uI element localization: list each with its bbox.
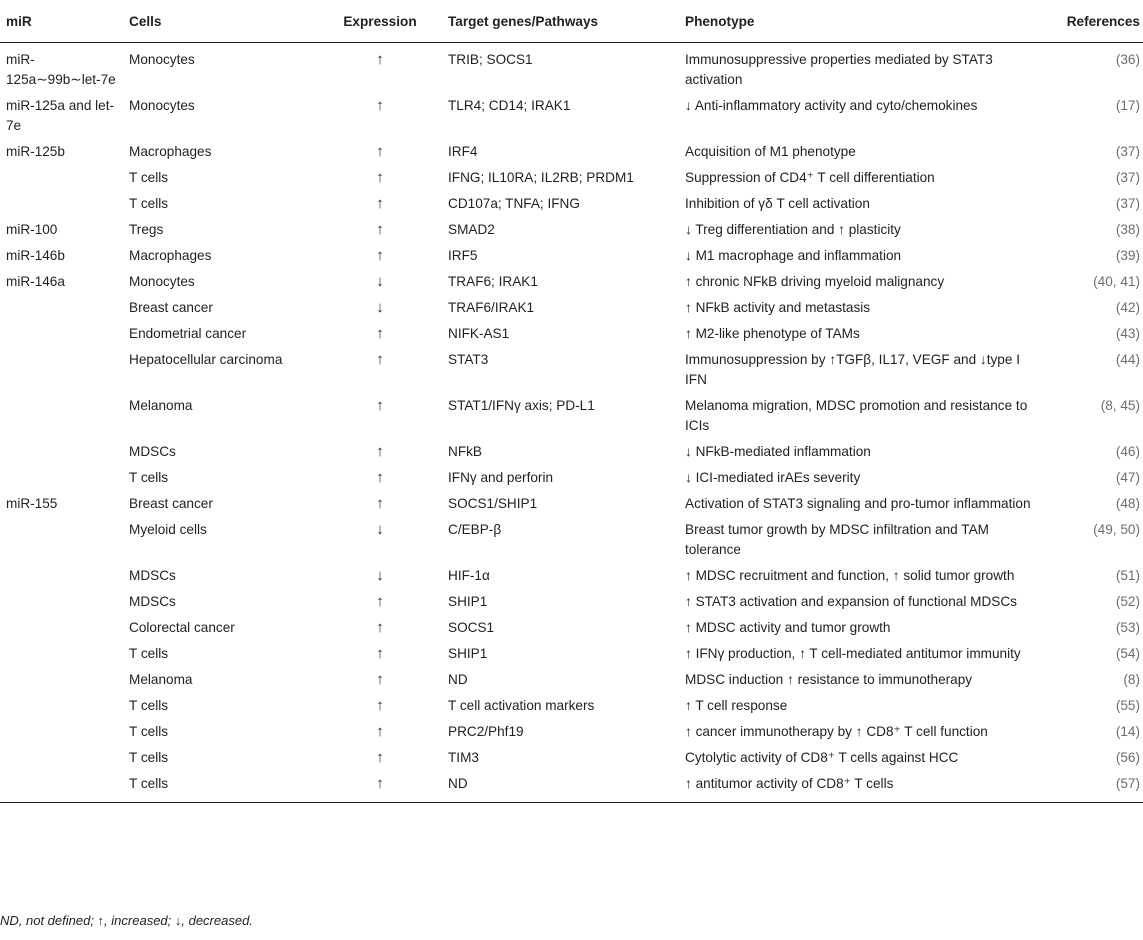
cell-target: SOCS1 — [448, 620, 495, 635]
cell-expression: ↑ — [376, 443, 384, 460]
cell-mir — [0, 295, 123, 321]
cell-cells: Melanoma — [129, 672, 193, 687]
cell-phenotype: ↑ STAT3 activation and expansion of functional MDSCs — [685, 594, 1017, 609]
header-mir: miR — [0, 4, 123, 43]
table-row — [0, 347, 1143, 393]
cell-phenotype: Immunosuppression by ↑TGFβ, IL17, VEGF and ↓type I IFN — [685, 352, 1020, 387]
cell-cells: MDSCs — [129, 444, 176, 459]
cell-mir — [0, 641, 123, 667]
cell-reference: (54) — [1115, 646, 1140, 661]
cell-target: C/EBP-β — [448, 522, 502, 537]
header-target: Target genes/Pathways — [442, 4, 679, 43]
cell-cells: T cells — [129, 170, 169, 185]
header-row — [0, 4, 1143, 43]
cell-mir: miR-125a and let-7e — [6, 98, 115, 133]
cell-phenotype: ↑ NFkB activity and metastasis — [685, 300, 871, 315]
cell-target: SHIP1 — [448, 646, 488, 661]
cell-target: TIM3 — [448, 750, 479, 765]
cell-phenotype: ↑ MDSC activity and tumor growth — [685, 620, 891, 635]
table-row — [0, 589, 1143, 615]
header-phenotype: Phenotype — [679, 4, 1049, 43]
cell-target: HIF-1α — [448, 568, 490, 583]
cell-cells: Macrophages — [129, 144, 212, 159]
cell-reference: (14) — [1115, 724, 1140, 739]
cell-mir: miR-125b — [6, 144, 65, 159]
cell-phenotype: Activation of STAT3 signaling and pro-tumor inflammation — [685, 496, 1031, 511]
header-expression: Expression — [318, 4, 442, 43]
cell-expression: ↑ — [376, 469, 384, 486]
cell-cells: Colorectal cancer — [129, 620, 235, 635]
cell-cells: T cells — [129, 724, 169, 739]
table-row — [0, 139, 1143, 165]
cell-cells: Endometrial cancer — [129, 326, 247, 341]
cell-mir — [0, 693, 123, 719]
cell-phenotype: ↑ T cell response — [685, 698, 788, 713]
cell-mir — [0, 771, 123, 803]
table-row — [0, 321, 1143, 347]
cell-cells: Macrophages — [129, 248, 212, 263]
cell-target: T cell activation markers — [448, 698, 595, 713]
cell-expression: ↑ — [376, 195, 384, 212]
cell-phenotype: Inhibition of γδ T cell activation — [685, 196, 870, 211]
table-row — [0, 43, 1143, 94]
table-row — [0, 563, 1143, 589]
table-row — [0, 745, 1143, 771]
cell-mir — [0, 465, 123, 491]
cell-reference: (37) — [1115, 196, 1140, 211]
cell-mir: miR-100 — [6, 222, 58, 237]
cell-mir — [0, 347, 123, 393]
table-row — [0, 641, 1143, 667]
cell-phenotype: MDSC induction ↑ resistance to immunotherapy — [685, 672, 973, 687]
cell-phenotype: ↓ ICI-mediated irAEs severity — [685, 470, 861, 485]
cell-phenotype: Acquisition of M1 phenotype — [685, 144, 856, 159]
cell-expression: ↑ — [376, 495, 384, 512]
table-row — [0, 439, 1143, 465]
cell-cells: Breast cancer — [129, 496, 213, 511]
cell-cells: T cells — [129, 750, 169, 765]
cell-reference: (53) — [1115, 620, 1140, 635]
table-row — [0, 667, 1143, 693]
cell-cells: Myeloid cells — [129, 522, 207, 537]
cell-mir — [0, 439, 123, 465]
table-row — [0, 465, 1143, 491]
cell-phenotype: ↓ NFkB-mediated inflammation — [685, 444, 871, 459]
cell-cells: Breast cancer — [129, 300, 213, 315]
cell-cells: T cells — [129, 196, 169, 211]
cell-target: NIFK-AS1 — [448, 326, 510, 341]
table-row — [0, 491, 1143, 517]
table-row — [0, 243, 1143, 269]
cell-phenotype: Breast tumor growth by MDSC infiltration and TAM tolerance — [685, 522, 989, 557]
cell-phenotype: ↑ cancer immunotherapy by ↑ CD8⁺ T cell function — [685, 724, 988, 739]
cell-target: ND — [442, 771, 679, 803]
table-row — [0, 693, 1143, 719]
cell-expression: ↑ — [376, 697, 384, 714]
mirna-table — [0, 4, 1143, 803]
cell-mir — [0, 563, 123, 589]
cell-mir: miR-146a — [6, 274, 65, 289]
cell-mir — [0, 393, 123, 439]
cell-reference: (36) — [1115, 52, 1140, 67]
cell-expression: ↑ — [376, 143, 384, 160]
cell-target: STAT1/IFNγ axis; PD-L1 — [448, 398, 595, 413]
cell-reference: (47) — [1115, 470, 1140, 485]
cell-cells: Hepatocellular carcinoma — [129, 352, 283, 367]
cell-reference: (8, 45) — [1100, 398, 1140, 413]
cell-reference: (37) — [1115, 170, 1140, 185]
table-row — [0, 93, 1143, 139]
cell-cells: T cells — [129, 646, 169, 661]
cell-phenotype: ↑ IFNγ production, ↑ T cell-mediated antitumor immunity — [685, 646, 1021, 661]
cell-expression: ↑ — [376, 97, 384, 114]
cell-reference: (48) — [1115, 496, 1140, 511]
cell-mir — [0, 191, 123, 217]
table-footnote: ND, not defined; ↑, increased; ↓, decreased. — [0, 913, 253, 928]
cell-expression: ↑ — [318, 771, 442, 803]
cell-cells: MDSCs — [129, 594, 176, 609]
cell-target: SMAD2 — [448, 222, 495, 237]
cell-cells: T cells — [123, 771, 318, 803]
cell-cells: T cells — [129, 470, 169, 485]
cell-reference: (55) — [1115, 698, 1140, 713]
cell-reference: (44) — [1115, 352, 1140, 367]
cell-target: TRAF6; IRAK1 — [448, 274, 538, 289]
cell-expression: ↓ — [376, 299, 384, 316]
cell-mir — [0, 719, 123, 745]
cell-reference: (52) — [1115, 594, 1140, 609]
cell-mir — [0, 165, 123, 191]
cell-cells: MDSCs — [129, 568, 176, 583]
cell-target: ND — [448, 672, 468, 687]
cell-reference: (49, 50) — [1093, 522, 1140, 537]
cell-reference: (43) — [1115, 326, 1140, 341]
cell-phenotype: ↑ antitumor activity of CD8⁺ T cells — [679, 771, 1049, 803]
cell-phenotype: ↓ Treg differentiation and ↑ plasticity — [685, 222, 901, 237]
cell-target: SOCS1/SHIP1 — [448, 496, 538, 511]
cell-reference: (39) — [1115, 248, 1140, 263]
table-row — [0, 771, 1143, 803]
cell-reference: (56) — [1115, 750, 1140, 765]
table-row — [0, 615, 1143, 641]
cell-cells: Monocytes — [129, 52, 195, 67]
cell-cells: Monocytes — [129, 98, 195, 113]
cell-reference: (57) — [1049, 771, 1143, 803]
cell-target: TRIB; SOCS1 — [448, 52, 533, 67]
cell-expression: ↑ — [376, 325, 384, 342]
cell-mir — [0, 589, 123, 615]
cell-expression: ↑ — [376, 51, 384, 68]
header-cells: Cells — [123, 4, 318, 43]
cell-expression: ↓ — [376, 273, 384, 290]
cell-reference: (46) — [1115, 444, 1140, 459]
cell-reference: (40, 41) — [1093, 274, 1140, 289]
cell-expression: ↓ — [376, 567, 384, 584]
cell-expression: ↑ — [376, 671, 384, 688]
cell-expression: ↑ — [376, 247, 384, 264]
cell-target: IRF5 — [448, 248, 478, 263]
cell-phenotype: Melanoma migration, MDSC promotion and resistance to ICIs — [685, 398, 1028, 433]
cell-reference: (51) — [1115, 568, 1140, 583]
table-row — [0, 269, 1143, 295]
cell-expression: ↑ — [376, 723, 384, 740]
cell-reference: (42) — [1115, 300, 1140, 315]
cell-target: IFNG; IL10RA; IL2RB; PRDM1 — [448, 170, 634, 185]
cell-target: CD107a; TNFA; IFNG — [448, 196, 580, 211]
cell-target: NFkB — [448, 444, 482, 459]
table-row — [0, 295, 1143, 321]
cell-mir: miR-125a∼99b∼let-7e — [6, 52, 116, 87]
cell-target: IFNγ and perforin — [448, 470, 554, 485]
cell-mir — [0, 517, 123, 563]
cell-expression: ↓ — [376, 521, 384, 538]
cell-expression: ↑ — [376, 221, 384, 238]
cell-cells: T cells — [129, 698, 169, 713]
cell-expression: ↑ — [376, 397, 384, 414]
cell-phenotype: ↓ Anti-inflammatory activity and cyto/chemokines — [685, 98, 978, 113]
cell-phenotype: Suppression of CD4⁺ T cell differentiation — [685, 170, 935, 185]
cell-reference: (17) — [1115, 98, 1140, 113]
table-row — [0, 217, 1143, 243]
cell-mir — [0, 615, 123, 641]
table-row — [0, 393, 1143, 439]
cell-target: TRAF6/IRAK1 — [448, 300, 535, 315]
cell-target: IRF4 — [448, 144, 478, 159]
table-row — [0, 517, 1143, 563]
cell-expression: ↑ — [376, 645, 384, 662]
cell-phenotype: ↑ M2-like phenotype of TAMs — [685, 326, 860, 341]
cell-phenotype: ↑ chronic NFkB driving myeloid malignancy — [685, 274, 945, 289]
cell-reference: (38) — [1115, 222, 1140, 237]
cell-reference: (37) — [1115, 144, 1140, 159]
cell-target: STAT3 — [448, 352, 489, 367]
cell-expression: ↑ — [376, 169, 384, 186]
table-row — [0, 719, 1143, 745]
cell-cells: Melanoma — [129, 398, 193, 413]
cell-expression: ↑ — [376, 749, 384, 766]
cell-cells: Monocytes — [129, 274, 195, 289]
table-header — [0, 4, 1143, 43]
cell-mir — [0, 667, 123, 693]
cell-reference: (8) — [1123, 672, 1140, 687]
cell-phenotype: Immunosuppressive properties mediated by STAT3 activation — [685, 52, 993, 87]
cell-expression: ↑ — [376, 619, 384, 636]
cell-mir — [0, 745, 123, 771]
cell-target: SHIP1 — [448, 594, 488, 609]
cell-phenotype: Cytolytic activity of CD8⁺ T cells against HCC — [685, 750, 959, 765]
cell-phenotype: ↑ MDSC recruitment and function, ↑ solid tumor growth — [685, 568, 1015, 583]
cell-expression: ↑ — [376, 351, 384, 368]
cell-mir: miR-155 — [6, 496, 58, 511]
cell-mir — [0, 321, 123, 347]
cell-target: TLR4; CD14; IRAK1 — [448, 98, 571, 113]
table-body — [0, 43, 1143, 803]
header-references: References — [1049, 4, 1143, 43]
cell-phenotype: ↓ M1 macrophage and inflammation — [685, 248, 902, 263]
cell-target: PRC2/Phf19 — [448, 724, 524, 739]
table-row — [0, 191, 1143, 217]
table-row — [0, 165, 1143, 191]
cell-mir: miR-146b — [6, 248, 65, 263]
cell-cells: Tregs — [129, 222, 164, 237]
cell-expression: ↑ — [376, 593, 384, 610]
